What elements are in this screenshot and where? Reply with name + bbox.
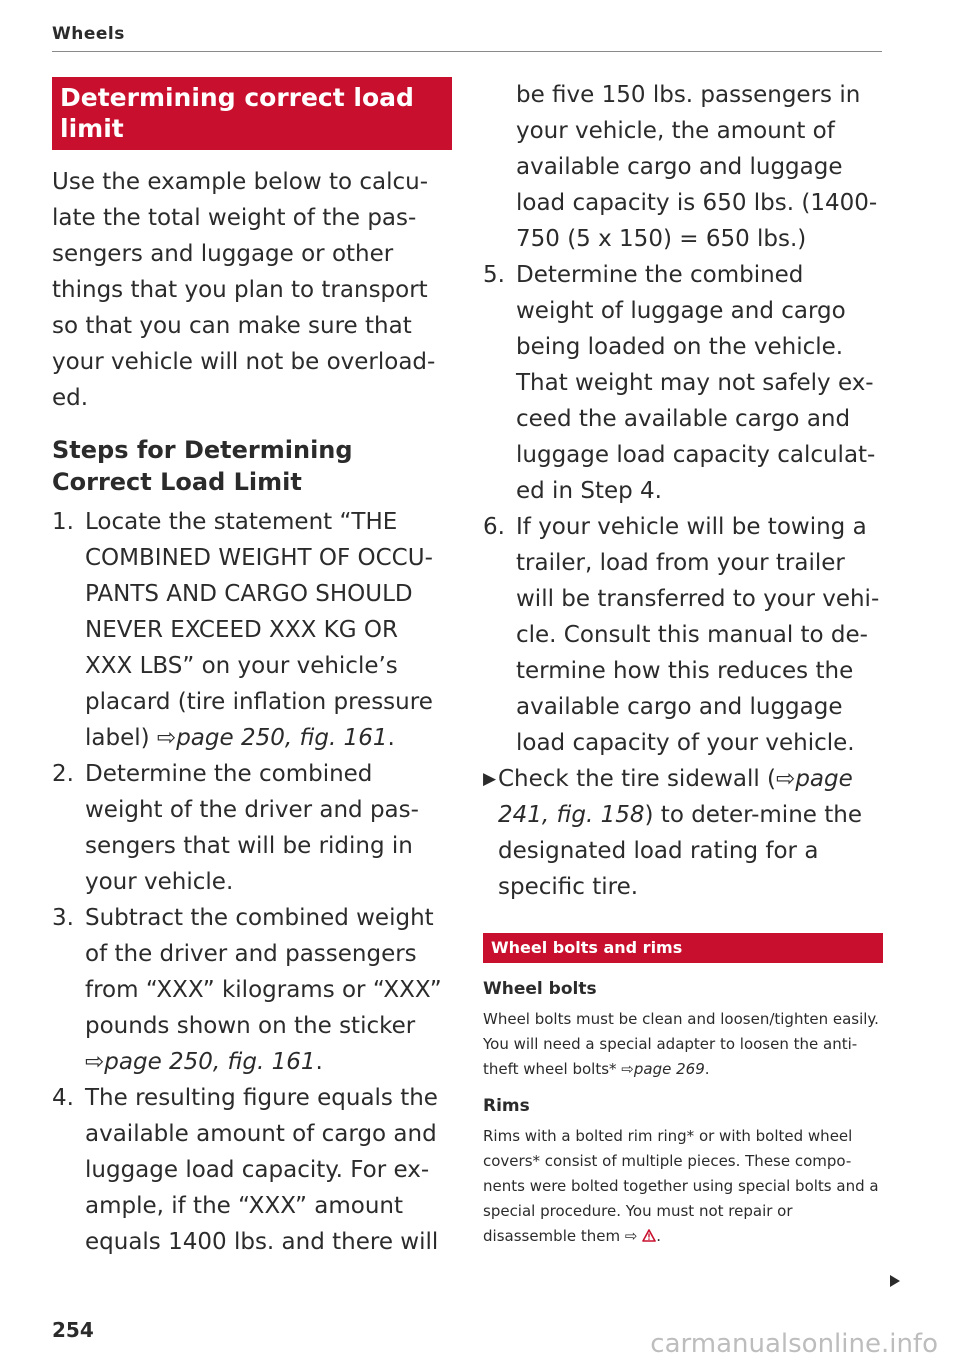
right-column	[483, 77, 883, 1249]
page-reference-text: page 269	[633, 1060, 705, 1078]
continue-arrow-icon	[889, 1274, 901, 1288]
step-item	[483, 257, 883, 509]
page-reference-text: page 250, fig. 161	[104, 1049, 316, 1075]
step-number: 3.	[52, 905, 74, 931]
wheel-bolts-body: Wheel bolts must be clean and loosen/tighten easily. You will need a special adapter to loosen the anti-theft wheel bolts*	[483, 1010, 879, 1078]
step-number: 5.	[483, 262, 505, 288]
step-item	[52, 1080, 452, 1260]
rims-heading: Rims	[483, 1096, 530, 1116]
bullet-text	[498, 761, 883, 905]
page-reference-link[interactable]	[85, 1049, 316, 1075]
step-item	[52, 504, 452, 756]
step-text: Determine the combined weight of the driver and pas-sengers that will be riding in your vehicle.	[85, 761, 419, 895]
step-text: If your vehicle will be towing a trailer, load from your trailer will be transferred to your vehi-cle. Consult this manual to de-termine how this reduces the available cargo and luggage load capacity of your vehicle.	[516, 514, 880, 756]
arrow-right-icon: ⇨	[776, 766, 796, 792]
step-body: Subtract the combined weight of the driver and passengers from “XXX” kilograms or “XXX” pounds shown on the sticker	[85, 905, 442, 1039]
step-body: Locate the statement “THE COMBINED WEIGHT OF OCCU-PANTS AND CARGO SHOULD NEVER EXCEED XXX KG OR XXX LBS” on your vehicle’s placard (tire inflation pressure label)	[85, 509, 433, 751]
step-text: The resulting figure equals the available amount of cargo and luggage load capacity. For ex-ample, if the “XXX” amount equals 1400 lbs. and there will	[85, 1085, 439, 1255]
step-text	[85, 900, 452, 1080]
page-reference-link[interactable]	[157, 725, 388, 751]
rims-paragraph	[483, 1124, 883, 1249]
wheel-bolts-rims-banner: Wheel bolts and rims	[483, 933, 883, 963]
page-reference-link[interactable]	[621, 1060, 704, 1078]
punctuation: .	[387, 725, 395, 751]
bullet-body: Check the tire sidewall (	[498, 766, 777, 792]
arrow-right-icon: ⇨	[624, 1227, 638, 1245]
step-text: Determine the combined weight of luggage and cargo being loaded on the vehicle. That weight may not safely ex-ceed the available cargo and luggage load capacity calculat-ed in Step 4.	[516, 262, 876, 504]
play-triangle-icon: ▶	[483, 769, 497, 789]
step-number: 2.	[52, 761, 74, 787]
steps-list-continued	[483, 257, 883, 761]
rims-body: Rims with a bolted rim ring* or with bolted wheel covers* consist of multiple pieces. These compo-nents were bolted together using special bolts and a special procedure. You must not repair or disassemble them	[483, 1127, 879, 1245]
warning-reference-link[interactable]	[625, 1227, 656, 1245]
page-header-title: Wheels	[52, 24, 125, 44]
step-number: 6.	[483, 514, 505, 540]
punctuation: .	[315, 1049, 323, 1075]
step-number: 4.	[52, 1085, 74, 1111]
step-item	[483, 509, 883, 761]
intro-paragraph: Use the example below to calcu-late the total weight of the pas-sengers and luggage or other things that you plan to transport so that you can make sure that your vehicle will not be overload-ed.	[52, 169, 436, 411]
bullet-body-end: ) to deter-mine the designated load rating for a specific tire.	[498, 802, 862, 900]
page-reference-text: page 241, fig. 158	[498, 766, 853, 828]
header-divider	[52, 51, 882, 52]
left-column	[52, 77, 452, 1260]
step-item	[52, 756, 452, 900]
arrow-right-icon: ⇨	[621, 1060, 634, 1078]
watermark: carmanualsonline.info	[650, 1329, 938, 1359]
punctuation: .	[704, 1060, 710, 1078]
steps-heading: Steps for Determining Correct Load Limit	[52, 436, 353, 496]
section-title-banner: Determining correct load limit	[52, 77, 452, 150]
arrow-right-icon: ⇨	[156, 725, 177, 751]
wheel-bolts-paragraph	[483, 1007, 883, 1082]
page-number: 254	[52, 1318, 94, 1342]
step-item	[52, 900, 452, 1080]
arrow-right-icon: ⇨	[85, 1049, 105, 1075]
punctuation: .	[656, 1227, 662, 1245]
action-bullet	[483, 761, 883, 905]
step-number: 1.	[52, 509, 74, 535]
warning-triangle-icon	[642, 1229, 656, 1242]
page-reference-text: page 250, fig. 161	[176, 725, 388, 751]
steps-list	[52, 504, 452, 1260]
step-4-continued: be five 150 lbs. passengers in your vehicle, the amount of available cargo and luggage load capacity is 650 lbs. (1400-750 (5 x 150) = 650 lbs.)	[516, 82, 878, 252]
step-text	[85, 504, 452, 756]
wheel-bolts-heading: Wheel bolts	[483, 979, 597, 999]
